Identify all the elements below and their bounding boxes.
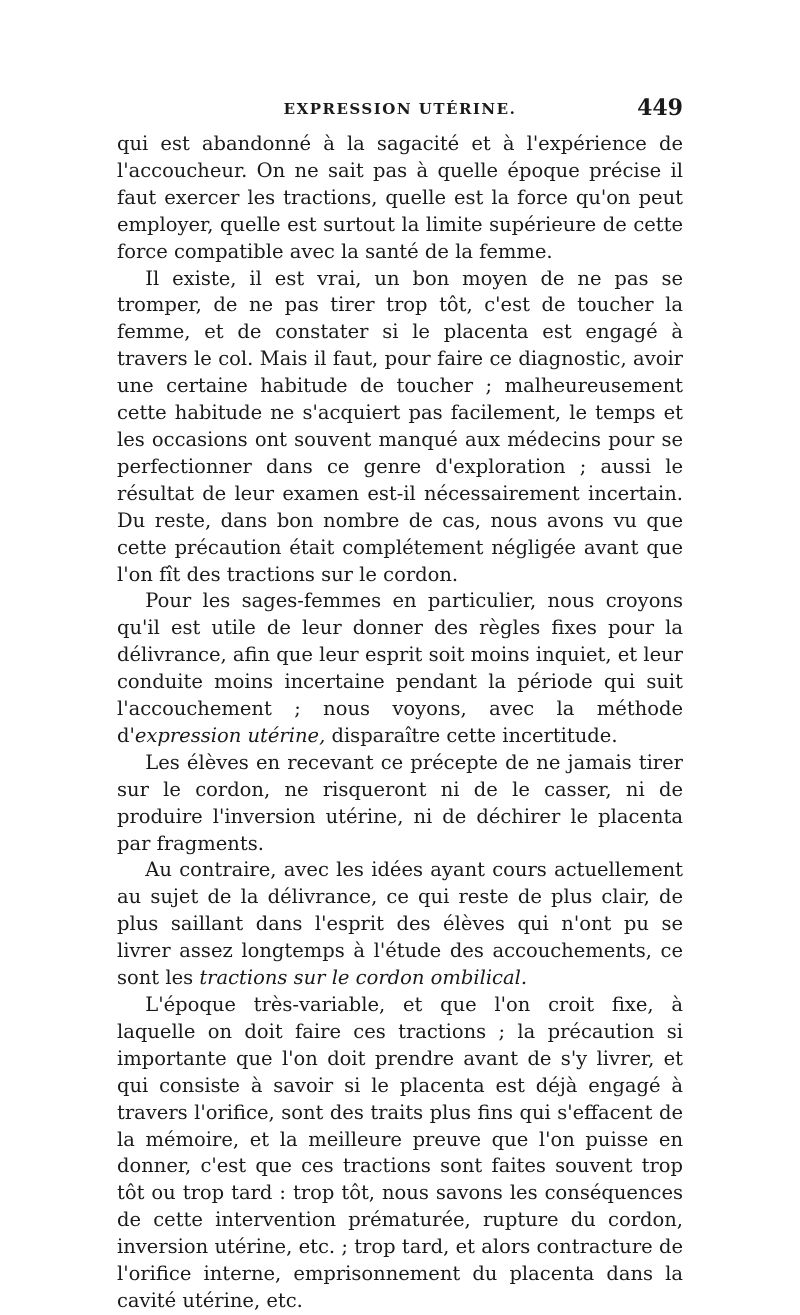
running-head bbox=[117, 95, 683, 130]
paragraph bbox=[117, 857, 683, 992]
paragraph-text: Pour les sages-femmes en particulier, nous croyons qu'il est utile de leur donner des règles fixes pour la délivrance, afin que leur esprit soit moins inquiet, et leur conduite moins incertaine pendant la période qui suit l'accouchement ; nous voyons, avec la méthode d' bbox=[117, 589, 683, 747]
paragraph: L'époque très-variable, et que l'on croit fixe, à laquelle on doit faire ces tractions ; la précaution si importante que l'on doit prendre avant de s'y livrer, et qui consiste à savoir si le placenta est déjà engagé à travers l'orifice, sont des traits plus fins qui s'effacent de la mémoire, et la meilleure preuve que l'on puisse en donner, c'est que ces tractions sont faites souvent trop tôt ou trop tard : trop tôt, nous savons les conséquences de cette intervention prématurée, rupture du cordon, inversion utérine, etc. ; trop tard, et alors contracture de l'orifice interne, emprisonnement du placenta dans la cavité utérine, etc. bbox=[117, 993, 683, 1312]
body-text bbox=[117, 131, 683, 1315]
paragraph-text: disparaître cette incertitude. bbox=[325, 723, 618, 747]
running-title: EXPRESSION UTÉRINE. bbox=[283, 100, 517, 118]
paragraph-continued: qui est abandonné à la sagacité et à l'expérience de l'accoucheur. On ne sait pas à quelle époque précise il faut exercer les tractions, quelle est la force qu'on peut employer, quelle est surtout la limite supérieure de cette force compatible avec la santé de la femme. bbox=[117, 132, 683, 263]
italic-phrase: tractions sur le cordon ombilical. bbox=[199, 966, 528, 990]
italic-phrase: expression utérine, bbox=[134, 723, 326, 747]
paragraph: Les élèves en recevant ce précepte de ne jamais tirer sur le cordon, ne risqueront ni de le casser, ni de produire l'inversion utérine, ni de déchirer le placenta par fragments. bbox=[117, 750, 683, 855]
paragraph: Il existe, il est vrai, un bon moyen de ne pas se tromper, de ne pas tirer trop tôt, c'est de toucher la femme, et de constater si le placenta est engagé à travers le col. Mais il faut, pour faire ce diagnostic, avoir une certaine habitude de toucher ; malheureusement cette habitude ne s'acquiert pas facilement, le temps et les occasions ont souvent manqué aux médecins pour se perfectionner dans ce genre d'exploration ; aussi le résultat de leur examen est-il nécessairement incertain. Du reste, dans bon nombre de cas, nous avons vu que cette précaution était complétement négligée avant que l'on fît des tractions sur le cordon. bbox=[117, 266, 683, 586]
paragraph-text: Au contraire, avec les idées ayant cours actuellement au sujet de la délivrance, ce qui reste de plus clair, de plus saillant dans l'esprit des élèves qui n'ont pu se livrer assez longtemps à l'étude des accouchements, ce sont les bbox=[117, 858, 683, 990]
paragraph bbox=[117, 588, 683, 749]
page-number: 449 bbox=[637, 95, 683, 121]
